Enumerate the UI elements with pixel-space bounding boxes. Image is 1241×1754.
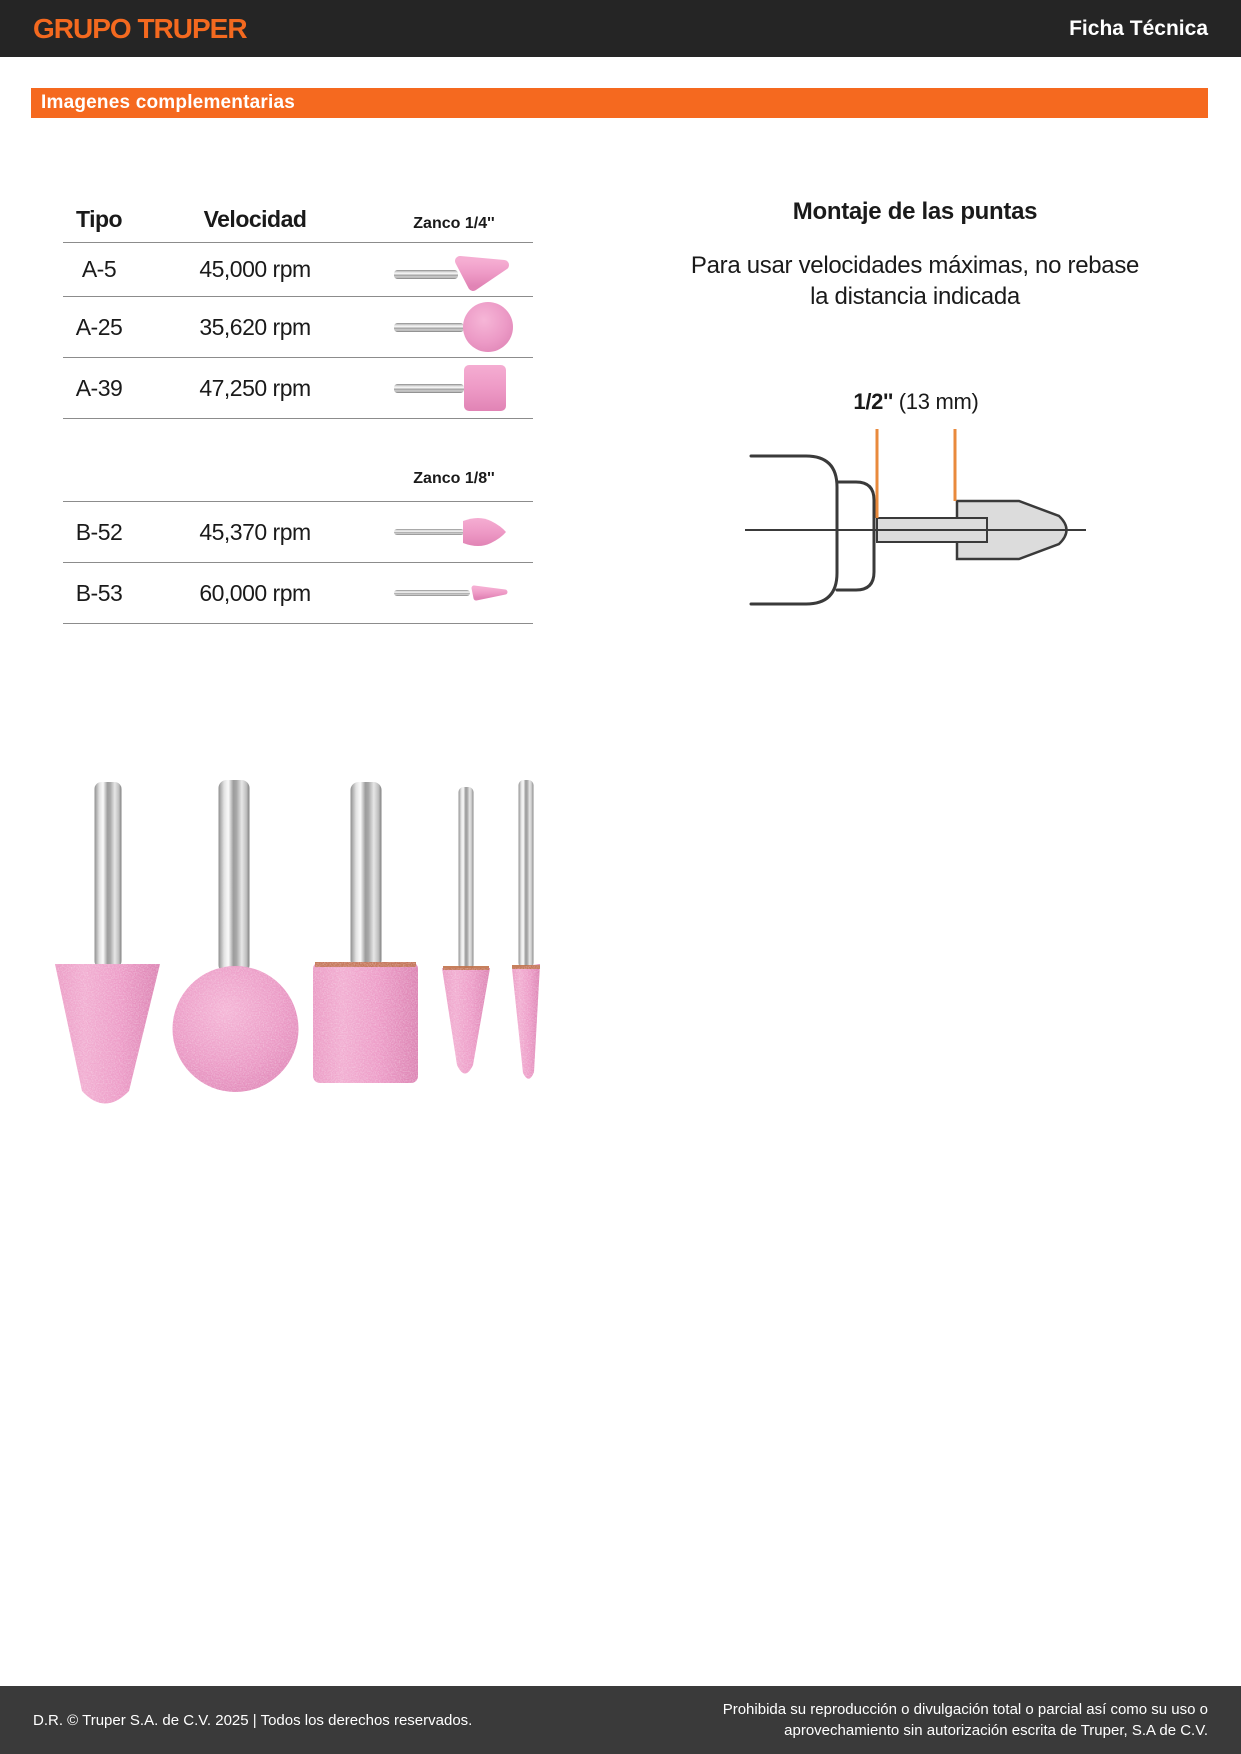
- grupo-truper-logo: GRUPO TRUPER: [33, 12, 247, 44]
- tipo-cell: A-25: [75, 313, 123, 340]
- table-row: [63, 563, 533, 624]
- velocidad-cell: 45,000 rpm: [199, 256, 311, 282]
- shank-5: [519, 780, 534, 968]
- montaje-title: Montaje de las puntas: [792, 198, 1038, 225]
- col-header-zanco14: Zanco 1/4'': [413, 215, 495, 232]
- col-header-tipo: Tipo: [75, 206, 123, 232]
- cone-point-image: [392, 244, 517, 296]
- table-row: [63, 243, 533, 297]
- velocidad-cell: 47,250 rpm: [199, 374, 311, 401]
- speed-table: [63, 185, 533, 624]
- distance-value-inches: 1/2'': [853, 389, 893, 414]
- tipo-cell: A-5: [81, 256, 117, 282]
- distance-value-mm: (13 mm): [898, 389, 979, 414]
- montaje-instruction: Para usar velocidades máximas, no rebase la distancia indicada: [690, 252, 1140, 310]
- col-header-velocidad: Velocidad: [203, 206, 307, 232]
- table-spacer: [63, 419, 533, 446]
- shank-2: [219, 780, 250, 973]
- velocidad-cell: 45,370 rpm: [199, 518, 311, 545]
- product-photo: [50, 778, 550, 1113]
- section-banner: Imagenes complementarias: [31, 88, 1208, 118]
- stone-grain-dark: [50, 953, 550, 1113]
- tipo-cell: A-39: [75, 374, 123, 401]
- collet-outline: [837, 482, 874, 590]
- table-subheader-row: [63, 446, 533, 502]
- mounting-diagram: [630, 375, 1090, 625]
- doc-type-label: Ficha Técnica: [1069, 16, 1208, 40]
- cylinder-point-image: [392, 360, 517, 416]
- bullet-point-image: [392, 504, 517, 560]
- tipo-cell: B-53: [75, 579, 123, 606]
- footer-copyright: D.R. © Truper S.A. de C.V. 2025 | Todos los derechos reservados.: [33, 1711, 473, 1729]
- velocidad-cell: 35,620 rpm: [199, 313, 311, 340]
- table-header-row: [63, 185, 533, 243]
- velocidad-cell: 60,000 rpm: [199, 579, 311, 606]
- shank-3: [351, 782, 382, 968]
- shank-4: [459, 787, 474, 970]
- table-row: [63, 502, 533, 563]
- ball-point-image: [392, 299, 517, 355]
- footer-legal: Prohibida su reproducción o divulgación total o parcial así como su uso o aprovechamiento sin autorización escrita de Truper, S.A de C.V.: [722, 1701, 1208, 1739]
- table-row: [63, 297, 533, 358]
- taper-point-image: [392, 565, 517, 621]
- tipo-cell: B-52: [75, 518, 123, 545]
- table-row: [63, 358, 533, 419]
- shank-1: [95, 782, 122, 968]
- col-header-zanco18: Zanco 1/8'': [413, 470, 495, 487]
